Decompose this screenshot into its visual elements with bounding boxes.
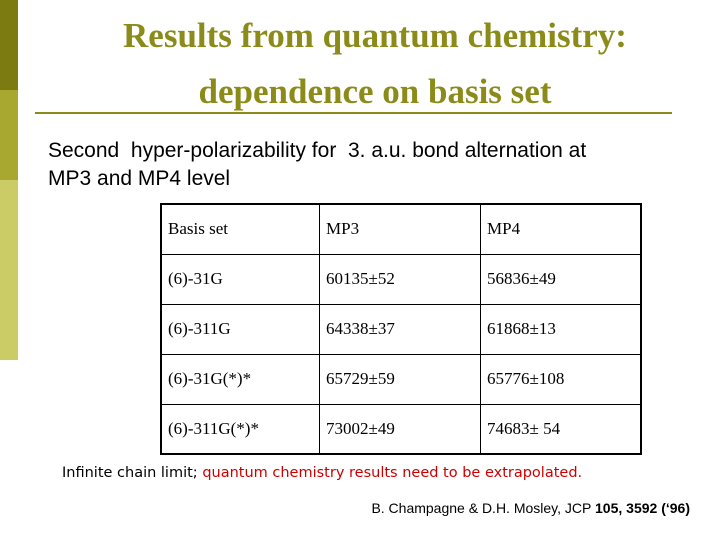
subtitle-line-1: Second hyper-polarizability for 3. a.u. bond alternation at xyxy=(48,139,587,162)
table-cell: 56836±49 xyxy=(481,254,642,304)
citation-authors: B. Champagne & D.H. Mosley, JCP xyxy=(371,500,596,516)
table-header-row xyxy=(161,204,641,254)
title-line-1: Results from quantum chemistry: xyxy=(123,16,627,55)
header-cell: MP4 xyxy=(481,204,642,254)
table-cell: 61868±13 xyxy=(481,304,642,354)
table-row xyxy=(161,404,641,454)
table-row xyxy=(161,254,641,304)
table-cell: (6)-31G(*)* xyxy=(161,354,320,404)
slide-title xyxy=(30,8,720,120)
table-row xyxy=(161,354,641,404)
side-bar-light xyxy=(0,180,18,360)
note-prefix: Infinite chain limit; xyxy=(62,465,203,481)
table-cell: 73002±49 xyxy=(320,404,481,454)
table-cell: 65729±59 xyxy=(320,354,481,404)
extrapolation-note xyxy=(62,465,712,481)
table-cell: 64338±37 xyxy=(320,304,481,354)
table-row xyxy=(161,304,641,354)
citation xyxy=(371,500,690,516)
note-highlight: quantum chemistry results need to be extrapolated. xyxy=(202,465,583,481)
title-line-2: dependence on basis set xyxy=(198,72,552,111)
subtitle-line-2: MP3 and MP4 level xyxy=(48,167,231,190)
header-cell: Basis set xyxy=(161,204,320,254)
table-cell: 74683± 54 xyxy=(481,404,642,454)
table-cell: 60135±52 xyxy=(320,254,481,304)
title-underline xyxy=(35,112,672,114)
table-cell: (6)-31G xyxy=(161,254,320,304)
table-cell: (6)-311G(*)* xyxy=(161,404,320,454)
table-cell: (6)-311G xyxy=(161,304,320,354)
citation-volume-pages: 105, 3592 xyxy=(595,500,658,516)
citation-year: (‘96) xyxy=(657,500,690,516)
subtitle xyxy=(48,137,708,193)
header-cell: MP3 xyxy=(320,204,481,254)
results-table xyxy=(160,203,642,455)
side-bar-mid xyxy=(0,90,18,180)
side-bar-dark xyxy=(0,0,18,90)
table-cell: 65776±108 xyxy=(481,354,642,404)
